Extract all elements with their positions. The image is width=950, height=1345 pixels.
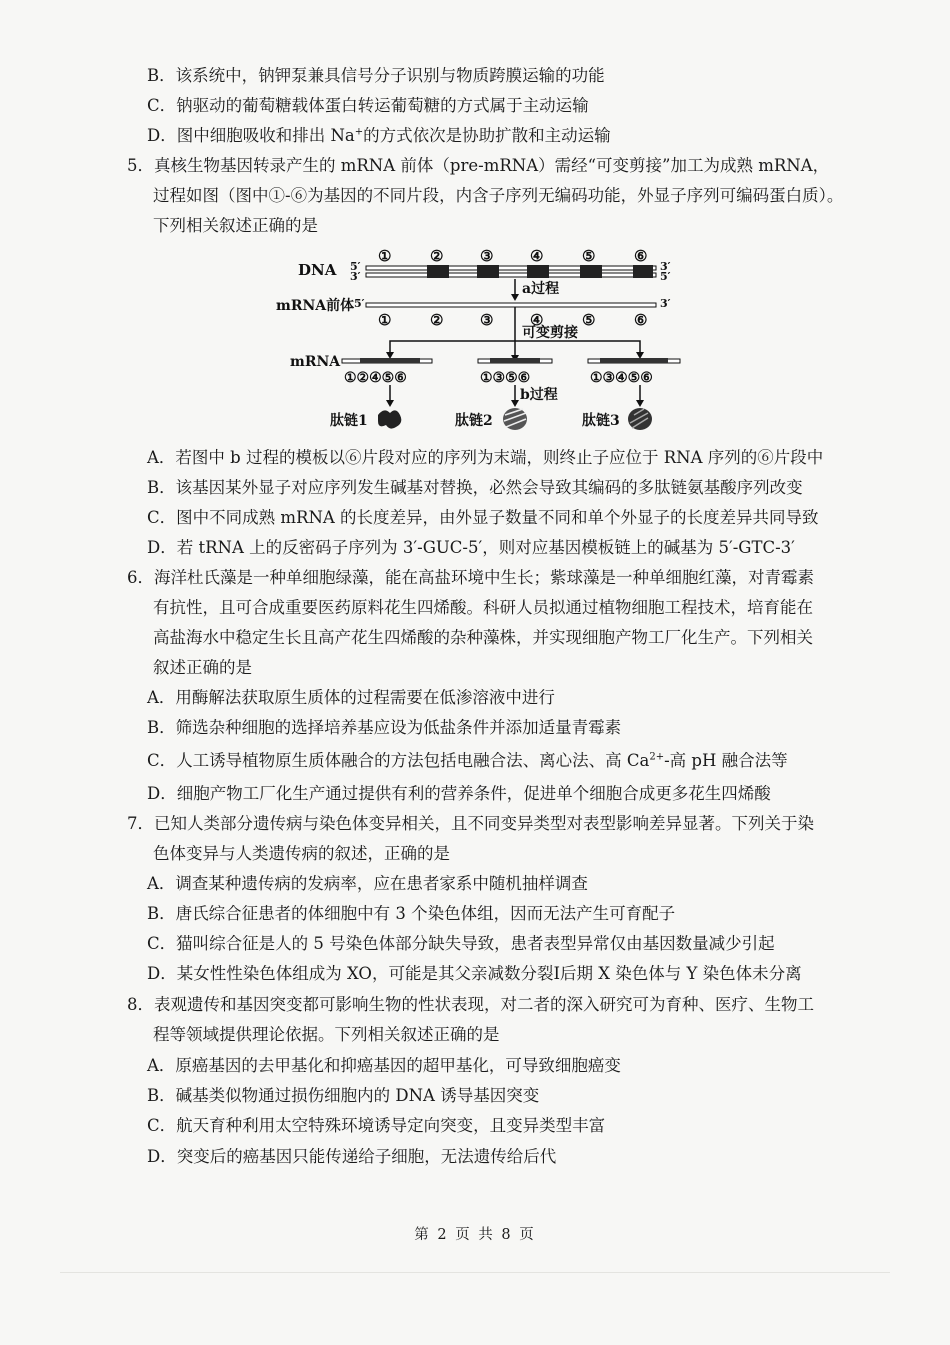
dna-3prime-top: 3′ [660,260,671,273]
q7-option-a: A．调查某种遗传病的发病率，应在患者家系中随机抽样调查 [147,874,588,893]
pre-5prime: 5′ [354,297,365,310]
mrna-label: mRNA [290,354,341,370]
q7-option-d: D．某女性性染色体组成为 XO，可能是其父亲减数分裂Ⅰ后期 X 染色体与 Y 染色体未分离 [147,964,802,983]
process-a-label: a过程 [522,281,560,297]
q8-option-c: C．航天育种利用太空特殊环境诱导定向突变，且变异类型丰富 [147,1116,606,1135]
dna-exon-5 [580,265,602,278]
q6-option-d: D．细胞产物工厂化生产通过提供有利的营养条件，促进单个细胞合成更多花生四烯酸 [147,784,771,803]
peptide3-shape [628,408,652,430]
dna-exon-4 [527,265,549,278]
mrna3-segments: ①③④⑤⑥ [590,370,653,386]
q7-option-b: B．唐氏综合征患者的体细胞中有 3 个染色体组，因而无法产生可育配子 [147,904,676,923]
q6-stem-line1: 6．海洋杜氏藻是一种单细胞绿藻，能在高盐环境中生长；紫球藻是一种单细胞红藻，对青霉素 [127,568,814,587]
q5-stem-line2: 过程如图（图中①-⑥为基因的不同片段，内含子序列无编码功能，外显子序列可编码蛋白质）。 [153,186,844,205]
q6-option-a: A．用酶解法获取原生质体的过程需要在低渗溶液中进行 [147,688,555,707]
pre-seg-2: ② [430,311,444,329]
q5-option-d: D．若 tRNA 上的反密码子序列为 3′-GUC-5′，则对应基因模板链上的碱基为 5′-GTC-3′ [147,538,795,557]
dna-5prime-top: 5′ [350,260,361,273]
peptide1-shape [378,410,401,428]
peptide1-label: 肽链1 [330,413,368,429]
q5-stem-line1: 5．真核生物基因转录产生的 mRNA 前体（pre-mRNA）需经“可变剪接”加工为成熟 mRNA， [127,156,830,175]
page-number-footer: 第 2 页 共 8 页 [414,1227,536,1243]
q6-stem-line3: 高盐海水中稳定生长且高产花生四烯酸的杂种藻株，并实现细胞产物工厂化生产。下列相关 [153,628,813,647]
q6-option-b: B．筛选杂种细胞的选择培养基应设为低盐条件并添加适量青霉素 [147,718,622,737]
pre-seg-1: ① [378,311,392,329]
q7-stem-line1: 7．已知人类部分遗传病与染色体变异相关，且不同变异类型对表型影响差异显著。下列关于染 [127,814,814,833]
q8-option-a: A．原癌基因的去甲基化和抑癌基因的超甲基化，可导致细胞癌变 [147,1056,621,1075]
pre-mrna-strand [366,303,656,307]
q7-option-c: C．猫叫综合征是人的 5 号染色体部分缺失导致，患者表型异常仅由基因数量减少引起 [147,934,775,953]
q6-option-c: C．人工诱导植物原生质体融合的方法包括电融合法、离心法、高 $Ca^{2+}-$高 pH 融合法等 [147,751,788,770]
q4-option-b: B．该系统中，钠钾泵兼具信号分子识别与物质跨膜运输的功能 [147,66,605,85]
peptide3-label: 肽链3 [582,413,620,429]
dna-seg-5: ⑤ [582,247,596,265]
pre-seg-3: ③ [480,311,494,329]
q8-option-b: B．碱基类似物通过损伤细胞内的 DNA 诱导基因突变 [147,1086,540,1105]
q7-stem-line2: 色体变异与人类遗传病的叙述，正确的是 [153,844,450,863]
pre-3prime: 3′ [660,297,671,310]
q4-option-d: D．图中细胞吸收和排出 Na+的方式依次是协助扩散和主动运输 [147,126,611,145]
pre-seg-4: ④ [530,311,544,329]
dna-seg-2: ② [430,247,444,265]
dna-seg-1: ① [378,247,392,265]
dna-seg-4: ④ [530,247,544,265]
dna-seg-6: ⑥ [634,247,648,265]
q8-stem-line2: 程等领域提供理论依据。下列相关叙述正确的是 [153,1025,500,1044]
q5-option-c: C．图中不同成熟 mRNA 的长度差异，由外显子数量不同和单个外显子的长度差异共同导致 [147,508,819,527]
peptide2-label: 肽链2 [455,413,493,429]
bottom-divider [60,1272,890,1273]
splice-label: 可变剪接 [522,325,578,341]
pre-seg-5: ⑤ [582,311,596,329]
dna-seg-3: ③ [480,247,494,265]
pre-seg-6: ⑥ [634,311,648,329]
dna-double-strand [366,265,656,278]
q8-stem-line1: 8．表观遗传和基因突变都可影响生物的性状表现，对二者的深入研究可为育种、医疗、生物工 [127,995,814,1014]
mrna1-segments: ①②④⑤⑥ [344,370,407,386]
peptide2-shape [503,408,527,430]
dna-exon-3 [477,265,499,278]
process-b-label: b过程 [520,387,558,403]
dna-5prime-bottom: 5′ [660,270,671,283]
splicing-diagram [276,243,710,438]
q8-option-d: D．突变后的癌基因只能传递给子细胞，无法遗传给后代 [147,1147,557,1166]
q6-stem-line4: 叙述正确的是 [153,658,252,677]
q4-option-c: C．钠驱动的葡萄糖载体蛋白转运葡萄糖的方式属于主动运输 [147,96,589,115]
dna-exon-6 [633,265,653,278]
q5-option-a: A．若图中 b 过程的模板以⑥片段对应的序列为末端，则终止子应位于 RNA 序列的⑥片段中 [147,448,824,467]
q6-stem-line2: 有抗性，且可合成重要医药原料花生四烯酸。科研人员拟通过植物细胞工程技术，培育能在 [153,598,813,617]
q5-stem-line3: 下列相关叙述正确的是 [153,216,318,235]
dna-label: DNA [298,261,337,279]
q5-option-b: B．该基因某外显子对应序列发生碱基对替换，必然会导致其编码的多肽链氨基酸序列改变 [147,478,803,497]
dna-3prime-bottom: 3′ [350,270,361,283]
dna-exon-2 [427,265,449,278]
pre-mrna-label: mRNA前体 [276,298,355,314]
mrna2-segments: ①③⑤⑥ [480,370,531,386]
